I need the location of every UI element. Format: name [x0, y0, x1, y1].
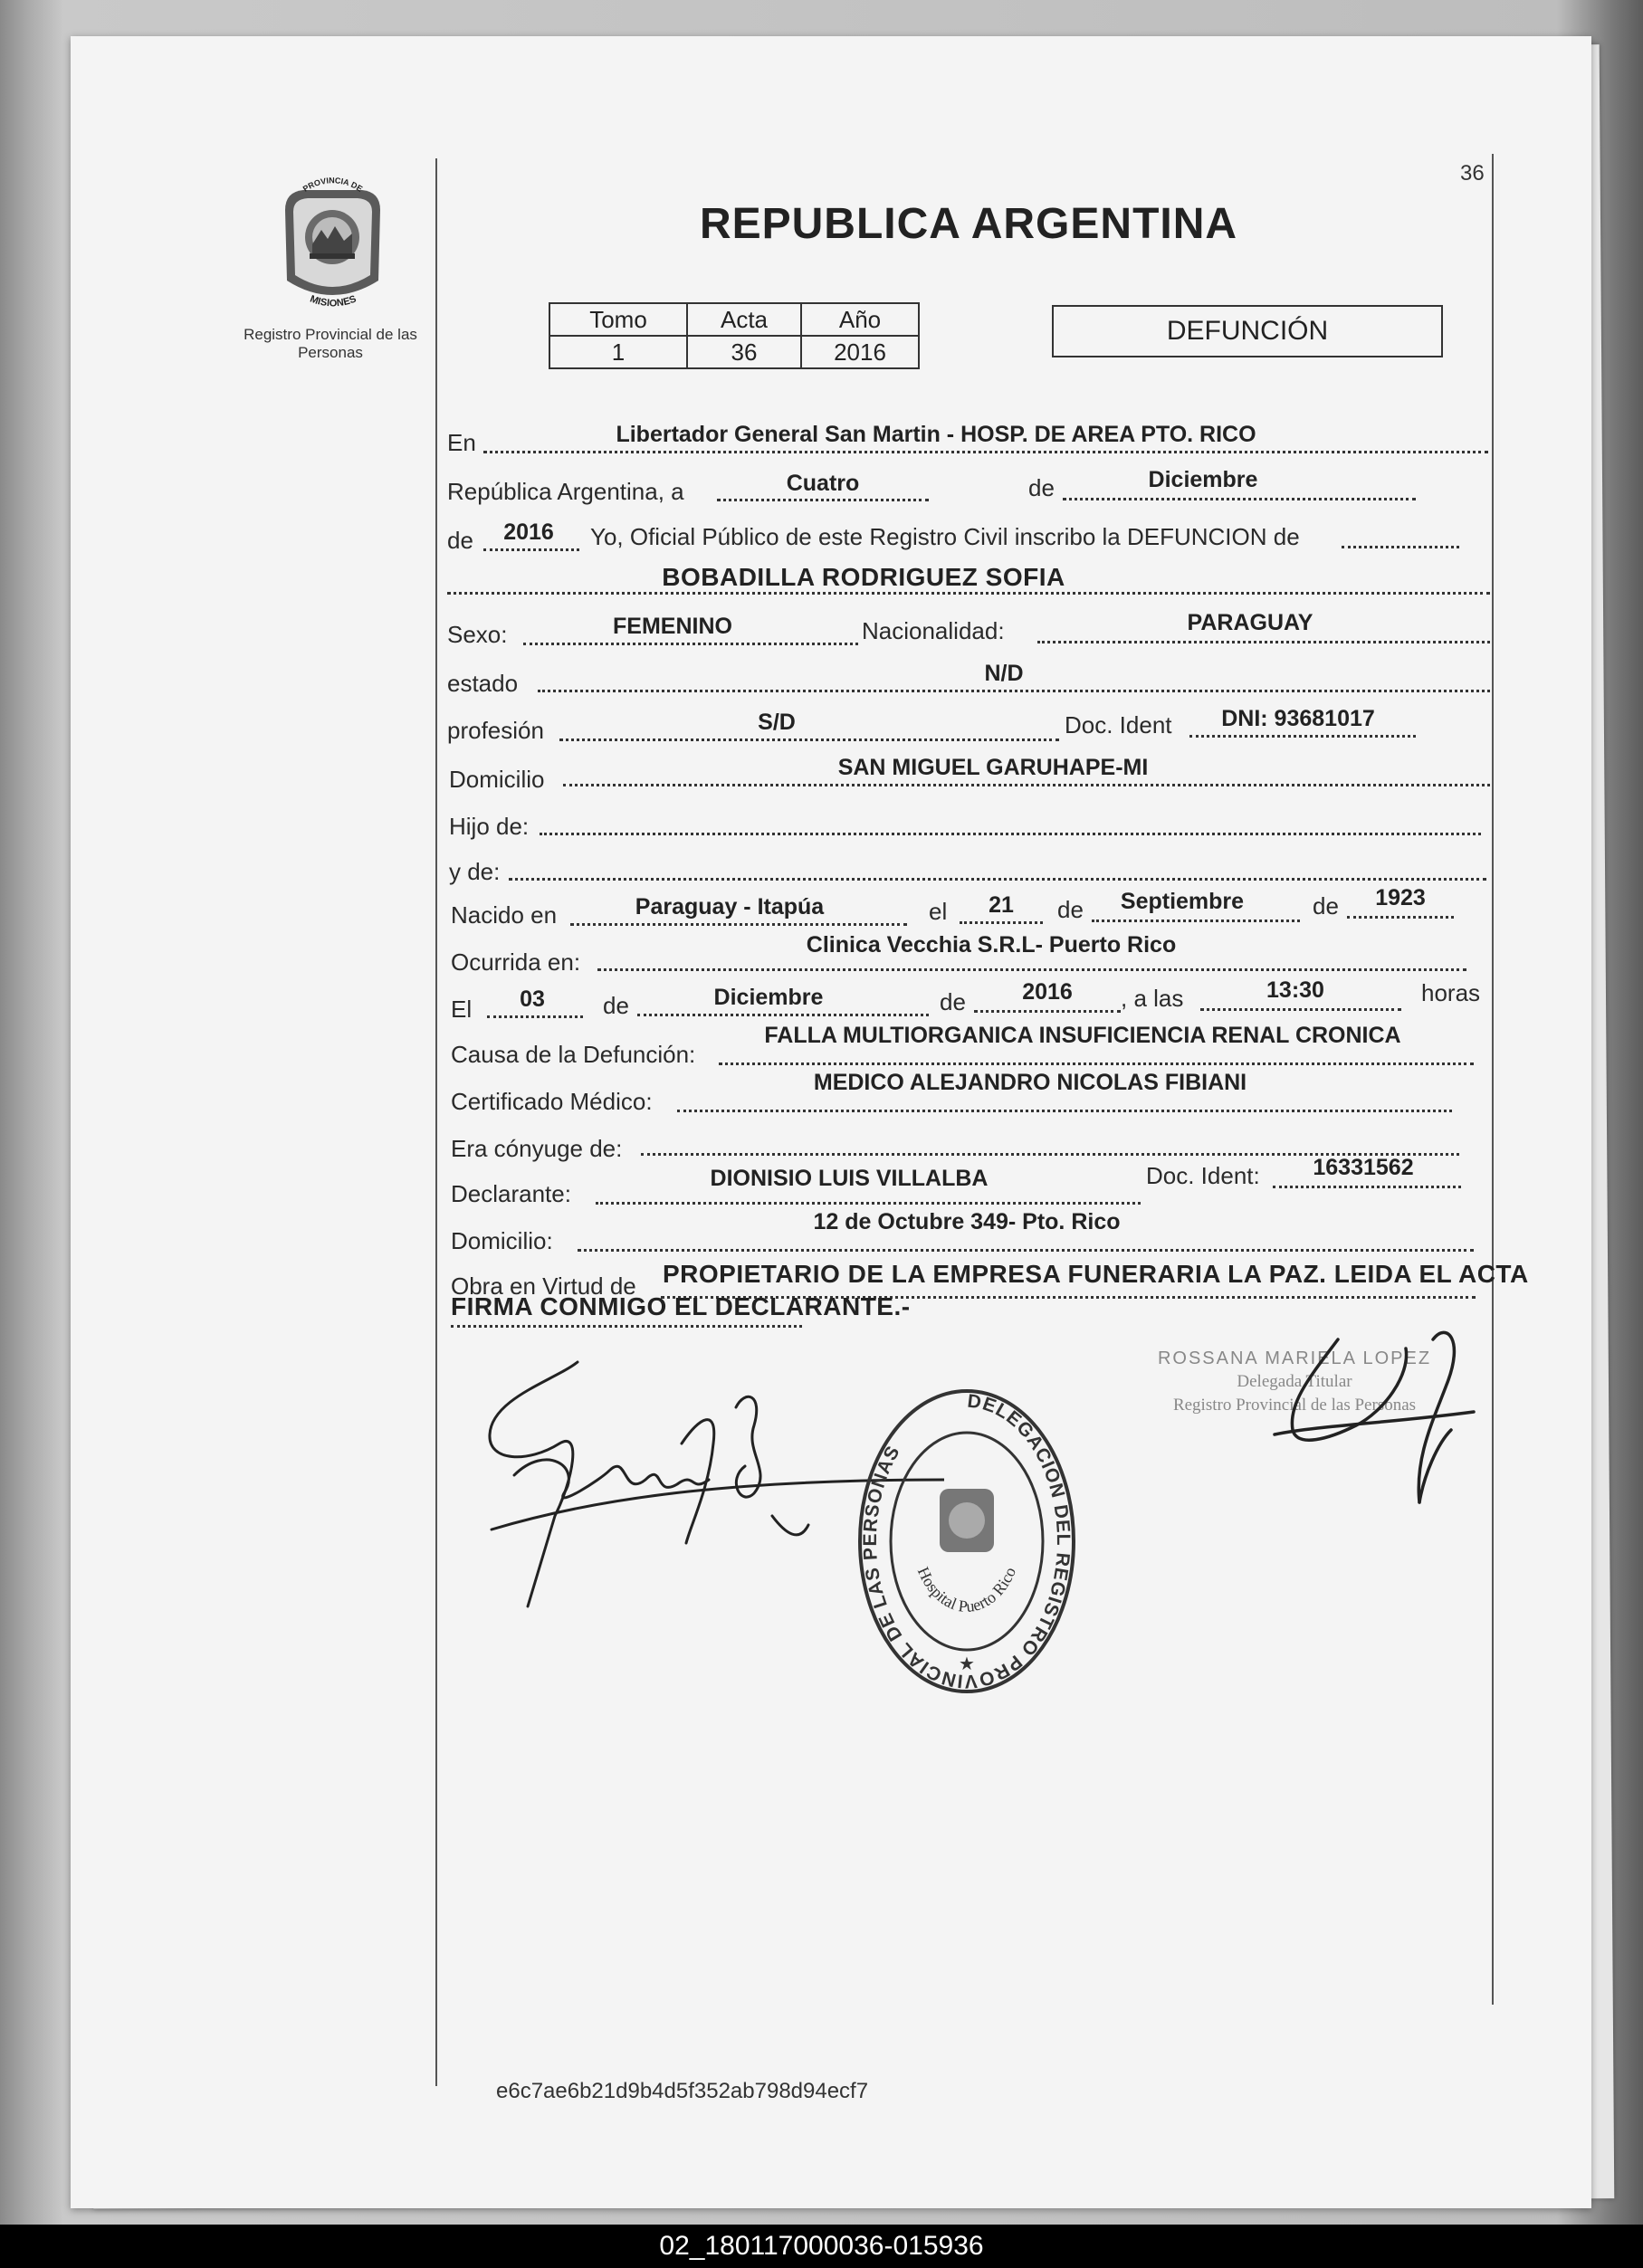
domicilio2-value: 12 de Octubre 349- Pto. Rico: [813, 1209, 1121, 1234]
deceased-name-line: [447, 592, 1490, 595]
domicilio2-label: Domicilio:: [451, 1227, 553, 1254]
nacido-label: Nacido en: [451, 901, 558, 929]
record-table-value-row: [549, 336, 919, 368]
profesion-value: S/D: [758, 710, 796, 735]
year-line: [483, 548, 579, 551]
causa-line: [719, 1063, 1474, 1065]
doc-ident-label: Doc. Ident: [1065, 711, 1172, 739]
death-day-line: [487, 1015, 583, 1018]
sexo-value: FEMENINO: [613, 614, 732, 639]
republica-label: República Argentina, a: [447, 478, 684, 505]
yo-text: Yo, Oficial Público de este Registro Civil inscribo la DEFUNCION de: [590, 523, 1300, 550]
record-table-header-row: [549, 303, 919, 336]
sexo-label: Sexo:: [447, 621, 508, 648]
de6-label: de: [940, 988, 966, 1015]
seal-ring-text: DELEGACION DEL REGISTRO PROVINCIAL DE LAS PERSONAS: [859, 1390, 1074, 1692]
estado-label: estado: [447, 670, 519, 697]
death-month-line: [637, 1014, 929, 1016]
tomo-header: Tomo: [549, 303, 687, 336]
estado-value: N/D: [984, 661, 1024, 686]
svg-text:★: ★: [959, 1654, 975, 1674]
month-word-value: Diciembre: [1148, 467, 1258, 492]
acta-value: 36: [687, 336, 801, 368]
nacido-line: [570, 923, 907, 926]
year-value: 2016: [503, 519, 554, 545]
page-number: 36: [1460, 161, 1485, 186]
record-reference-table: [549, 302, 920, 369]
en-value: Libertador General San Martin - HOSP. DE AREA PTO. RICO: [616, 422, 1256, 447]
nacionalidad-value: PARAGUAY: [1187, 610, 1313, 635]
conyuge-label: Era cónyuge de:: [451, 1135, 623, 1162]
obra-value-line-1: PROPIETARIO DE LA EMPRESA FUNERARIA LA PAZ. LEIDA EL ACTA: [663, 1260, 1529, 1288]
svg-text:Hospital Puerto Rico: [914, 1564, 1019, 1615]
hijo-line: [540, 833, 1481, 835]
certificado-line: [677, 1110, 1452, 1112]
estado-line: [538, 690, 1490, 692]
anio-header: Año: [801, 303, 919, 336]
causa-label: Causa de la Defunción:: [451, 1041, 696, 1068]
birth-day-line: [960, 921, 1043, 924]
death-month-value: Diciembre: [713, 985, 824, 1010]
horas-label: horas: [1421, 979, 1481, 1006]
death-time-value: 13:30: [1266, 977, 1324, 1003]
right-margin-line: [1492, 154, 1494, 2005]
official-role: Delegada Titular: [1237, 1372, 1352, 1391]
death-year-line: [974, 1010, 1121, 1013]
tomo-value: 1: [549, 336, 687, 368]
birth-year-line: [1347, 916, 1454, 919]
hijo-label: Hijo de:: [449, 813, 530, 840]
anio-value: 2016: [801, 336, 919, 368]
day-word-value: Cuatro: [786, 471, 860, 496]
de5-label: de: [603, 992, 629, 1019]
sexo-line: [523, 643, 858, 645]
emblem-bottom-text: MISIONES: [308, 293, 358, 310]
nacionalidad-line: [1037, 641, 1490, 643]
deceased-name-value: BOBADILLA RODRIGUEZ SOFIA: [662, 563, 1065, 591]
domicilio2-line: [578, 1249, 1474, 1252]
birth-day-value: 21: [989, 892, 1014, 918]
declarante-line: [596, 1202, 1141, 1205]
ocurrida-label: Ocurrida en:: [451, 948, 581, 976]
profesion-line: [559, 739, 1059, 741]
causa-value: FALLA MULTIORGANICA INSUFICIENCIA RENAL CRONICA: [764, 1023, 1401, 1048]
certificate-page: [71, 36, 1591, 2208]
death-year-value: 2016: [1022, 979, 1073, 1005]
page-title: REPUBLICA ARGENTINA: [699, 200, 1238, 248]
a-las-label: , a las: [1121, 985, 1184, 1012]
y-de-line: [509, 878, 1486, 881]
ocurrida-line: [597, 968, 1466, 971]
de2-label: de: [447, 527, 473, 554]
left-margin-line: [435, 158, 437, 2086]
ocurrida-value: Clinica Vecchia S.R.L- Puerto Rico: [806, 932, 1177, 958]
yo-line: [1342, 546, 1459, 548]
official-signature: [1202, 1321, 1501, 1520]
emblem-top-text: PROVINCIA DE: [301, 176, 365, 194]
document-hash: e6c7ae6b21d9b4d5f352ab798d94ecf7: [496, 2079, 869, 2103]
de3-label: de: [1057, 896, 1084, 923]
emblem-caption: Registro Provincial de las Personas: [244, 326, 417, 361]
day-word-line: [717, 499, 929, 501]
official-name: ROSSANA MARIELA LOPEZ: [1157, 1348, 1432, 1368]
el2-label: El: [451, 996, 473, 1023]
doc-ident-line: [1189, 735, 1416, 738]
misiones-emblem-icon: [272, 174, 394, 310]
file-id-bar: 02_180117000036-015936: [0, 2225, 1643, 2268]
certificado-label: Certificado Médico:: [451, 1088, 653, 1115]
official-office: Registro Provincial de las Personas: [1172, 1396, 1417, 1415]
doc-ident2-value: 16331562: [1313, 1155, 1414, 1180]
obra-value-line-2: FIRMA CONMIGO EL DECLARANTE.-: [451, 1292, 911, 1320]
domicilio-value: SAN MIGUEL GARUHAPE-MI: [837, 755, 1149, 780]
registry-seal: [849, 1371, 1084, 1697]
record-type-box: DEFUNCIÓN: [1052, 305, 1443, 357]
doc-ident2-line: [1273, 1186, 1461, 1188]
svg-text:MISIONES: [309, 293, 358, 309]
death-time-line: [1200, 1008, 1401, 1011]
acta-header: Acta: [687, 303, 801, 336]
domicilio-line: [563, 784, 1490, 786]
declarante-label: Declarante:: [451, 1180, 571, 1207]
domicilio-label: Domicilio: [449, 766, 545, 793]
birth-month-line: [1092, 920, 1300, 922]
en-line: [483, 451, 1488, 453]
en-label: En: [447, 429, 476, 456]
obra-label: Obra en Virtud de: [451, 1272, 636, 1300]
de-label: de: [1028, 474, 1055, 501]
death-day-value: 03: [520, 986, 545, 1012]
birth-month-value: Septiembre: [1120, 889, 1245, 914]
seal-inner-text: Hospital Puerto Rico: [913, 1564, 1020, 1616]
nacido-value: Paraguay - Itapúa: [635, 894, 825, 920]
birth-year-value: 1923: [1375, 885, 1426, 910]
doc-ident2-label: Doc. Ident:: [1146, 1162, 1260, 1189]
nacionalidad-label: Nacionalidad:: [862, 617, 1005, 644]
el-label: el: [929, 898, 948, 925]
de4-label: de: [1313, 892, 1339, 920]
doc-ident-value: DNI: 93681017: [1221, 706, 1375, 731]
month-word-line: [1063, 498, 1416, 500]
profesion-label: profesión: [447, 717, 544, 744]
certificado-value: MEDICO ALEJANDRO NICOLAS FIBIANI: [813, 1070, 1247, 1095]
declarante-value: DIONISIO LUIS VILLALBA: [710, 1166, 989, 1191]
y-de-label: y de:: [449, 858, 501, 885]
